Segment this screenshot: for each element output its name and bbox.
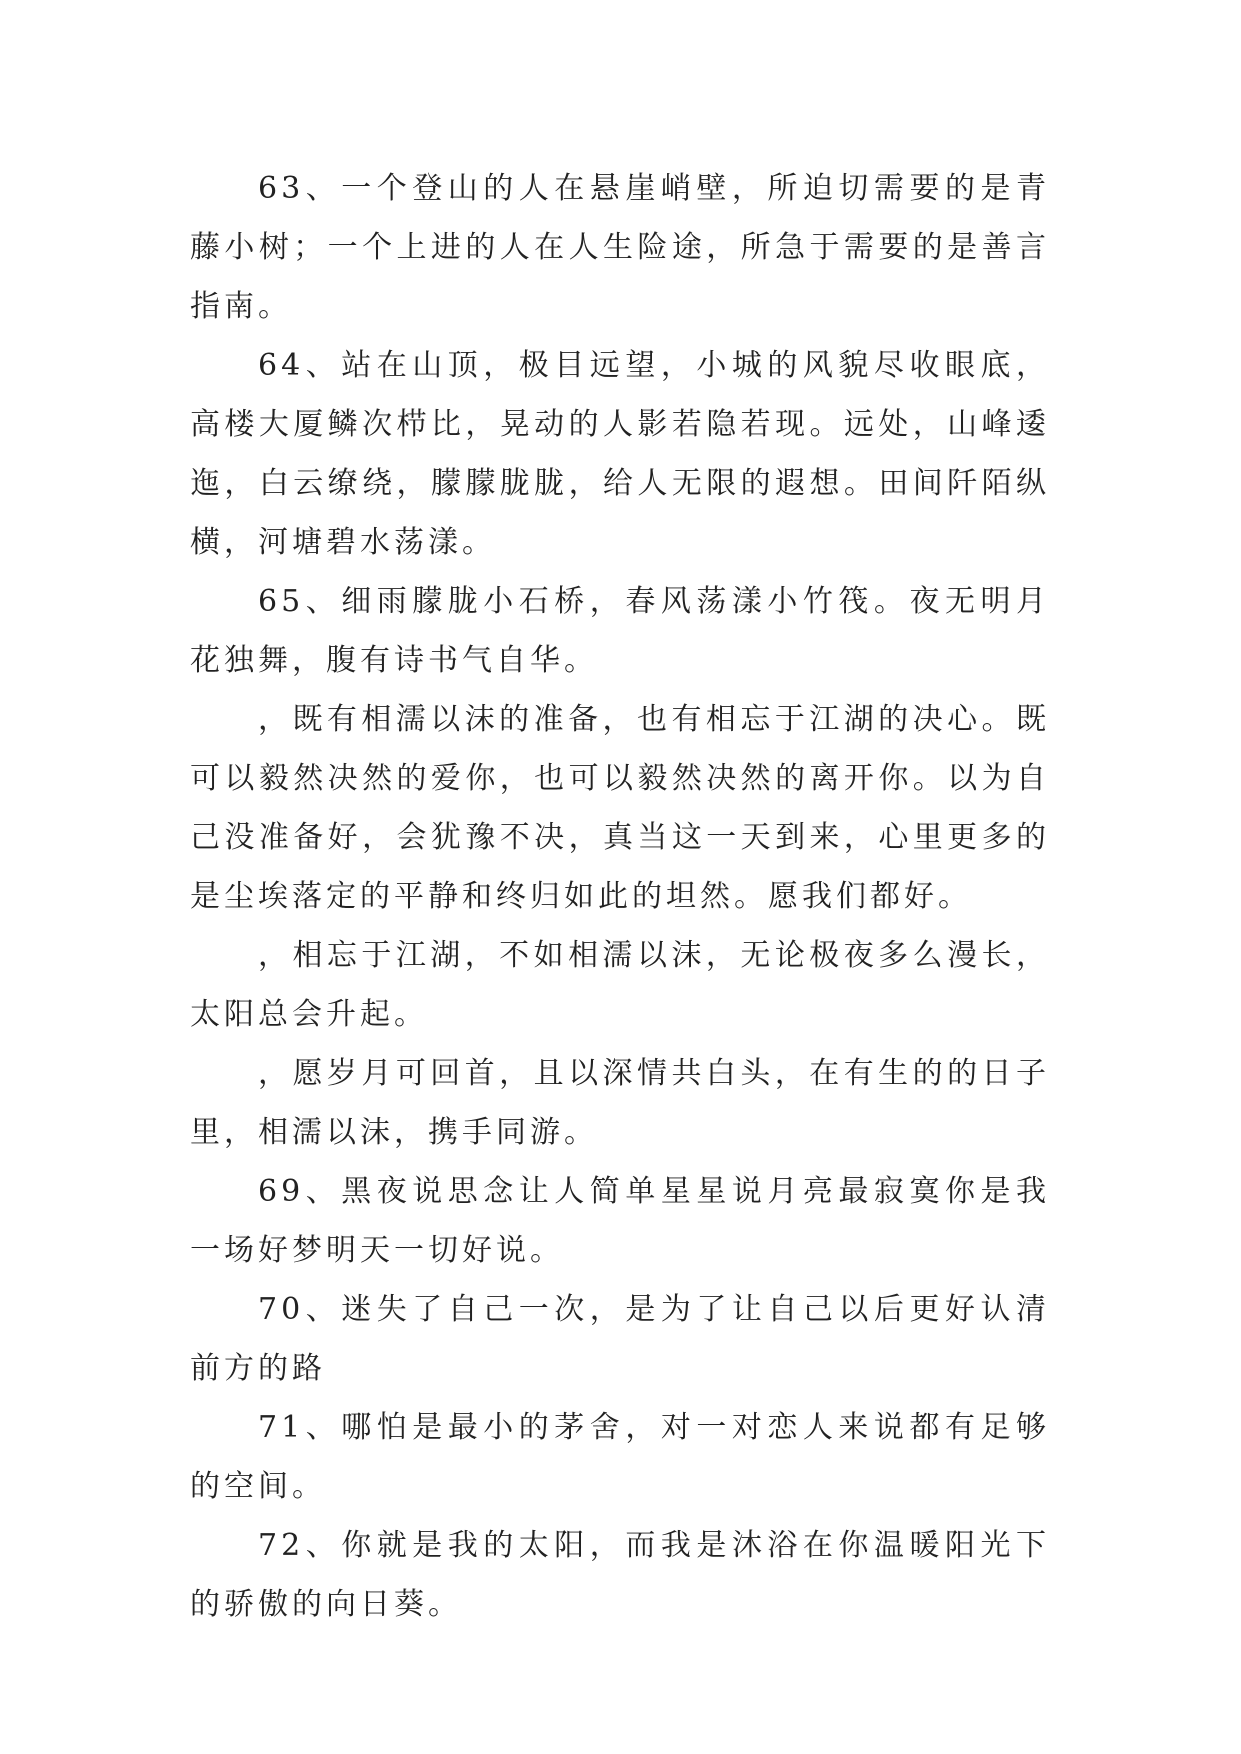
paragraph-72: 72、你就是我的太阳，而我是沐浴在你温暖阳光下的骄傲的向日葵。 (190, 1528, 1050, 1622)
paragraph-70: 70、迷失了自己一次，是为了让自己以后更好认清前方的路 (190, 1292, 1050, 1386)
paragraph-66: ，既有相濡以沫的准备，也有相忘于江湖的决心。既可以毅然决然的爱你，也可以毅然决然的离开你。以为自己没准备好，会犹豫不决，真当这一天到来，心里更多的是尘埃落定的平静和终归如此的坦然。愿我们都好。 (190, 702, 1050, 914)
paragraph-68: ，愿岁月可回首，且以深情共白头，在有生的的日子里，相濡以沫，携手同游。 (190, 1056, 1050, 1150)
paragraph-69: 69、黑夜说思念让人简单星星说月亮最寂寞你是我一场好梦明天一切好说。 (190, 1174, 1050, 1268)
paragraph-71: 71、哪怕是最小的茅舍，对一对恋人来说都有足够的空间。 (190, 1410, 1050, 1504)
paragraph-65: 65、细雨朦胧小石桥，春风荡漾小竹筏。夜无明月花独舞，腹有诗书气自华。 (190, 584, 1050, 678)
paragraph-67: ，相忘于江湖，不如相濡以沫，无论极夜多么漫长，太阳总会升起。 (190, 938, 1050, 1032)
document-body (190, 159, 1050, 1634)
paragraph-64: 64、站在山顶，极目远望，小城的风貌尽收眼底，高楼大厦鳞次栉比，晃动的人影若隐若现。远处，山峰逶迤，白云缭绕，朦朦胧胧，给人无限的遐想。田间阡陌纵横，河塘碧水荡漾。 (190, 348, 1050, 560)
paragraph-63: 63、一个登山的人在悬崖峭壁，所迫切需要的是青藤小树；一个上进的人在人生险途，所急于需要的是善言指南。 (190, 171, 1050, 324)
